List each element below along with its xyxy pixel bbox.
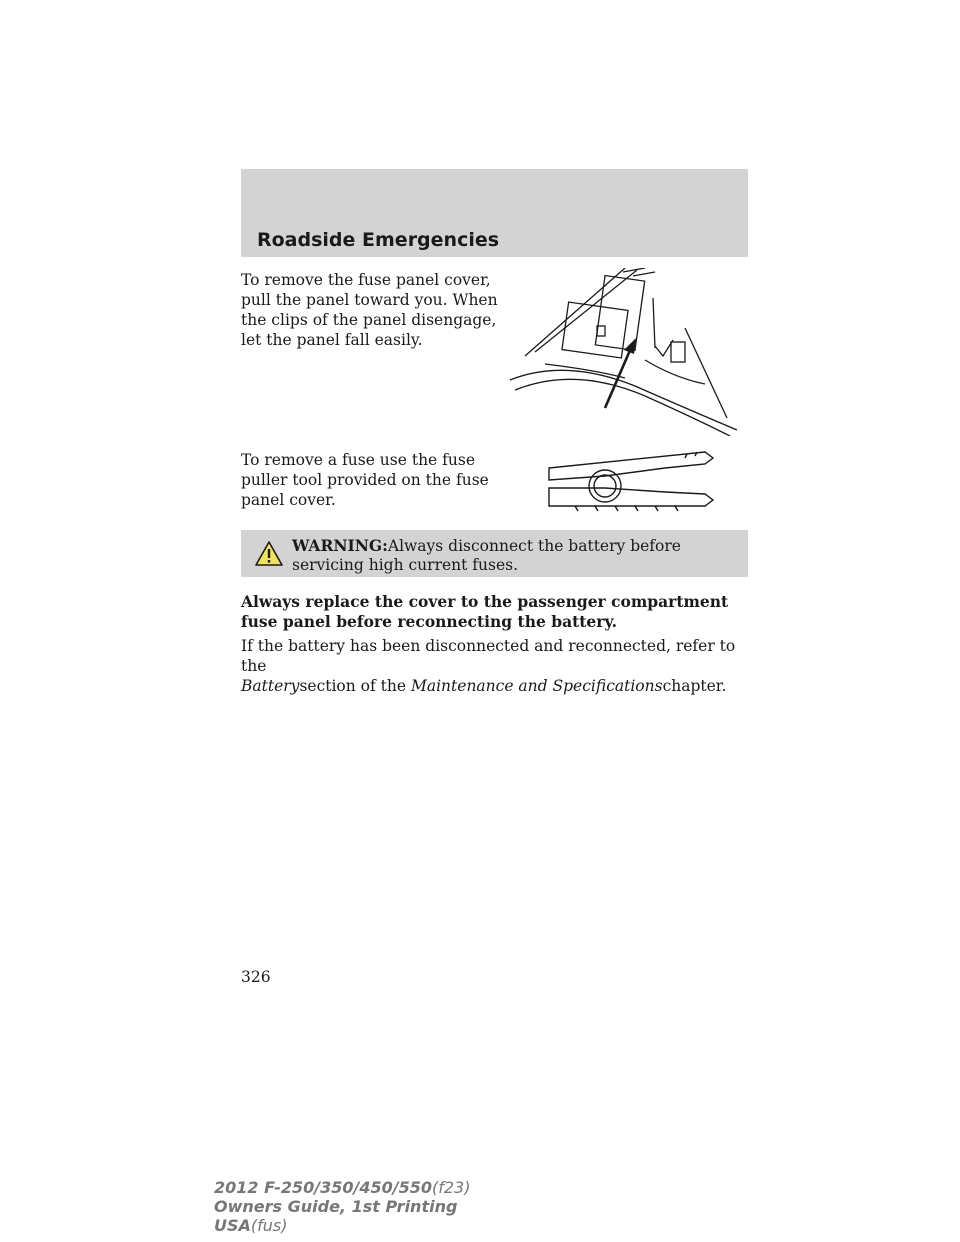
- fuse-puller-instructions: To remove a fuse use the fuse puller tool provided on the fuse panel cover.: [241, 451, 489, 509]
- footer-guide: Owners Guide, 1st Printing: [214, 1197, 458, 1216]
- warning-text: [292, 536, 742, 575]
- warning-label: WARNING:: [292, 536, 388, 555]
- page-number: 326: [241, 968, 271, 986]
- replace-cover-notice: Always replace the cover to the passenger compartment fuse panel before reconnecting the battery.: [241, 592, 729, 631]
- chapter-ref: Maintenance and Specifications: [410, 677, 663, 695]
- fuse-panel-illustration: [505, 268, 737, 436]
- warning-box: [241, 530, 748, 577]
- footer-model: 2012 F-250/350/450/550: [214, 1178, 432, 1197]
- fuse-panel-cover-instructions: To remove the fuse panel cover, pull the panel toward you. When the clips of the panel disengage, let the panel fall easily.: [241, 271, 498, 349]
- section-header: [241, 169, 748, 257]
- footer-region-code: (fus): [250, 1216, 288, 1235]
- fuse-puller-tool-illustration: [545, 448, 717, 518]
- warning-icon: [254, 540, 284, 567]
- footer-region: USA: [214, 1216, 251, 1235]
- page-title: Roadside Emergencies: [257, 229, 500, 251]
- battery-reference: If the battery has been disconnected and reconnected, refer to the Batterysection of the Maintenance and Specificationschapter.: [241, 637, 736, 695]
- footer-model-code: (f23): [432, 1178, 471, 1197]
- footer: [214, 1178, 614, 1235]
- battery-section-ref: Battery: [241, 677, 300, 695]
- warning-message: Always disconnect the battery before servicing high current fuses.: [292, 537, 681, 574]
